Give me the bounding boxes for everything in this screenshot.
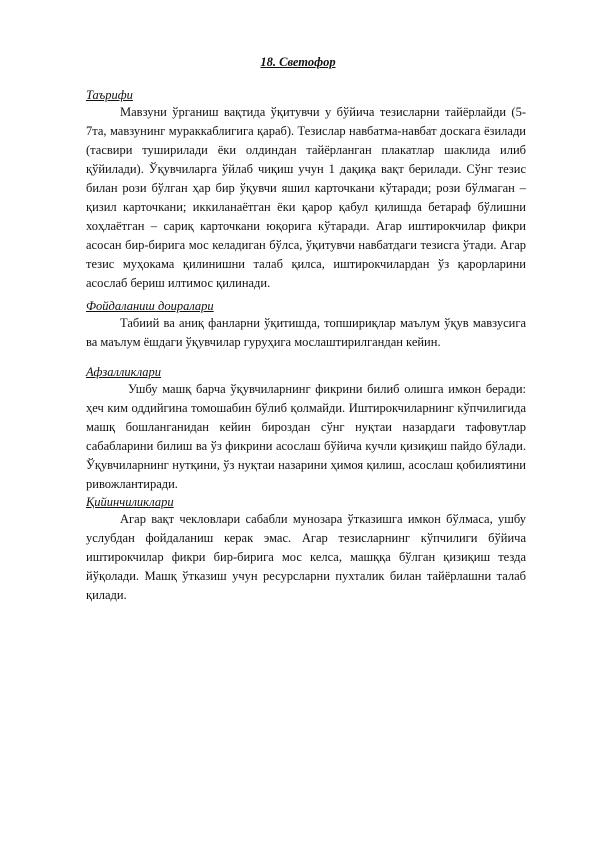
section-heading-definition: Таърифи [86,88,133,102]
section-heading-difficulties: Қийинчиликлари [86,495,174,509]
document-title: 18. Светофор [260,55,336,69]
section-text-definition: Мавзуни ўрганиш вақтида ўқитувчи у бўйича тезисларни тайёрлайди (5-7та, мавзунинг мураккаблигига қараб). Тезислар навбатма-навбат доскага ёзилади (тасвири туширилади ёки олдиндан тайёрланган плакатлар шаклида илиб қўйилади). Ўқувчиларга ўйлаб чиқиш учун 1 дақиқа вақт берилади. Сўнг тезис билан рози бўлган ҳар бир ўқувчи яшил карточкани кўтаради; рози бўлмаган – қизил карточкани; иккиланаётган ёки қарор қабул қилишда бетараф бўлишни хоҳлаётган – сариқ карточкани юқорига кўтаради. Агар иштирокчилар фикри асосан бир-бирига мос келадиган бўлса, ўқитувчи навбатдаги тезисга ўтади. Агар тезис муҳокама қилинишни талаб қилса, иштирокчилардан ўз қарорларини асослаб бериш илтимос қилинади. [86,105,526,290]
section-heading-usage-areas: Фойдаланиш доиралари [86,299,214,313]
section-heading-advantages: Афзалликлари [86,365,162,379]
section-difficulties [86,494,526,605]
section-text-difficulties: Агар вақт чекловлари сабабли мунозара ўтказишга имкон бўлмаса, ушбу услубдан фойдаланиш керак эмас. Агар тезисларнинг кўпчилиги бўйича иштирокчилар фикри бир-бирига мос келса, машққа бўлган қизиқиш тезда йўқолади. Машқ ўтказиш учун ресурсларни пухталик билан тайёрлашни талаб қилади. [86,512,526,602]
section-definition [86,87,526,293]
section-text-usage-areas: Табиий ва аниқ фанларни ўқитишда, топшириқлар маълум ўқув мавзусига ва маълум ёшдаги ўқувчилар гуруҳига мослаштирилгандан кейин. [86,316,526,349]
section-text-advantages: Ушбу машқ барча ўқувчиларнинг фикрини билиб олишга имкон беради: ҳеч ким оддийгина томошабин бўлиб қолмайди. Иштирокчиларнинг кўпчилигида машқ бошланганидан кейин бироздан сўнг нуқтаи назардаги тафовутлар сабабларини билиш ва ўз фикрини асослаш бўйича кучли қизиқиш пайдо бўлади. Ўқувчиларнинг нутқини, ўз нуқтаи назарини ҳимоя қилиш, асослаш қобилиятини ривожлантиради. [86,382,526,491]
section-advantages [86,364,526,494]
section-usage-areas [86,298,526,352]
